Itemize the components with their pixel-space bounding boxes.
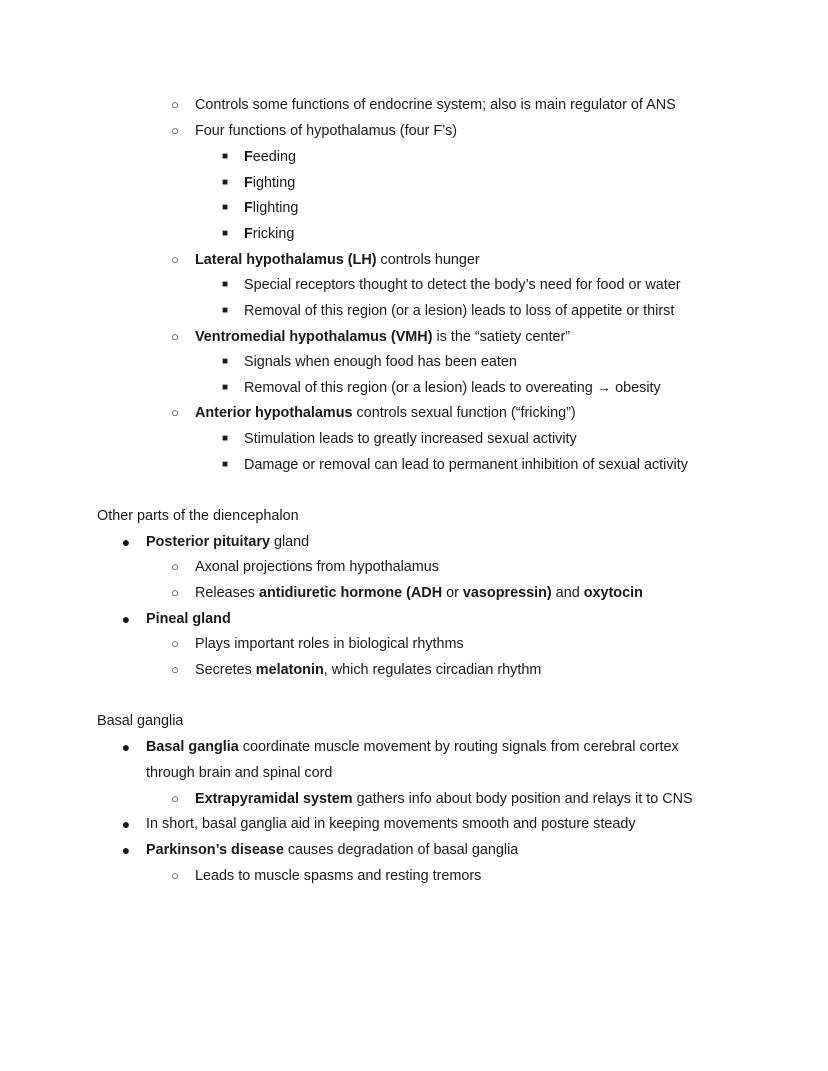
list-item: Signals when enough food has been eaten	[244, 354, 517, 370]
square-bullet-icon: ■	[221, 279, 229, 290]
list-item: Releases antidiuretic hormone (ADH or vasopressin) and oxytocin	[195, 585, 643, 601]
filled-circle-bullet-icon: ●	[121, 842, 131, 858]
list-item: Fricking	[244, 226, 295, 242]
list-item: Lateral hypothalamus (LH) controls hunger	[195, 252, 480, 268]
square-bullet-icon: ■	[221, 305, 229, 316]
list-item: Fighting	[244, 175, 296, 191]
list-item: Stimulation leads to greatly increased sexual activity	[244, 431, 577, 447]
list-item: Removal of this region (or a lesion) leads to overeating → obesity	[244, 380, 661, 396]
section-heading: Basal ganglia	[97, 713, 184, 729]
list-item: Removal of this region (or a lesion) leads to loss of appetite or thirst	[244, 303, 675, 319]
hollow-circle-bullet-icon: ○	[171, 97, 179, 112]
filled-circle-bullet-icon: ●	[121, 816, 131, 832]
list-item: Ventromedial hypothalamus (VMH) is the “satiety center”	[195, 329, 571, 345]
list-item: Posterior pituitary gland	[146, 534, 310, 550]
hollow-circle-bullet-icon: ○	[171, 252, 179, 267]
list-item: In short, basal ganglia aid in keeping movements smooth and posture steady	[146, 816, 636, 832]
section-heading: Other parts of the diencephalon	[97, 508, 299, 524]
square-bullet-icon: ■	[221, 151, 229, 162]
list-item: Axonal projections from hypothalamus	[195, 559, 439, 575]
list-item: Flighting	[244, 200, 299, 216]
hollow-circle-bullet-icon: ○	[171, 585, 179, 600]
square-bullet-icon: ■	[221, 459, 229, 470]
square-bullet-icon: ■	[221, 177, 229, 188]
list-item: Extrapyramidal system gathers info about body position and relays it to CNS	[195, 791, 693, 807]
hollow-circle-bullet-icon: ○	[171, 329, 179, 344]
hollow-circle-bullet-icon: ○	[171, 636, 179, 651]
hollow-circle-bullet-icon: ○	[171, 662, 179, 677]
list-item: Parkinson’s disease causes degradation of basal ganglia	[146, 842, 519, 858]
list-item: Plays important roles in biological rhythms	[195, 636, 464, 652]
list-item: Special receptors thought to detect the body’s need for food or water	[244, 277, 681, 293]
square-bullet-icon: ■	[221, 228, 229, 239]
hollow-circle-bullet-icon: ○	[171, 791, 179, 806]
hollow-circle-bullet-icon: ○	[171, 868, 179, 883]
hollow-circle-bullet-icon: ○	[171, 123, 179, 138]
square-bullet-icon: ■	[221, 202, 229, 213]
list-item: Anterior hypothalamus controls sexual function (“fricking”)	[195, 405, 576, 421]
list-item: Basal ganglia coordinate muscle movement by routing signals from cerebral cortex	[146, 739, 679, 755]
list-item: Damage or removal can lead to permanent inhibition of sexual activity	[244, 457, 688, 473]
square-bullet-icon: ■	[221, 382, 229, 393]
list-item: Leads to muscle spasms and resting tremors	[195, 868, 482, 884]
list-item: Feeding	[244, 149, 297, 165]
hollow-circle-bullet-icon: ○	[171, 405, 179, 420]
filled-circle-bullet-icon: ●	[121, 611, 131, 627]
square-bullet-icon: ■	[221, 433, 229, 444]
list-item-continuation: through brain and spinal cord	[146, 765, 333, 781]
list-item: Pineal gland	[146, 611, 231, 627]
list-item: Four functions of hypothalamus (four F’s)	[195, 123, 458, 139]
list-item: Secretes melatonin, which regulates circadian rhythm	[195, 662, 542, 678]
hollow-circle-bullet-icon: ○	[171, 559, 179, 574]
filled-circle-bullet-icon: ●	[121, 534, 131, 550]
filled-circle-bullet-icon: ●	[121, 739, 131, 755]
square-bullet-icon: ■	[221, 356, 229, 367]
list-item: Controls some functions of endocrine system; also is main regulator of ANS	[195, 97, 676, 113]
